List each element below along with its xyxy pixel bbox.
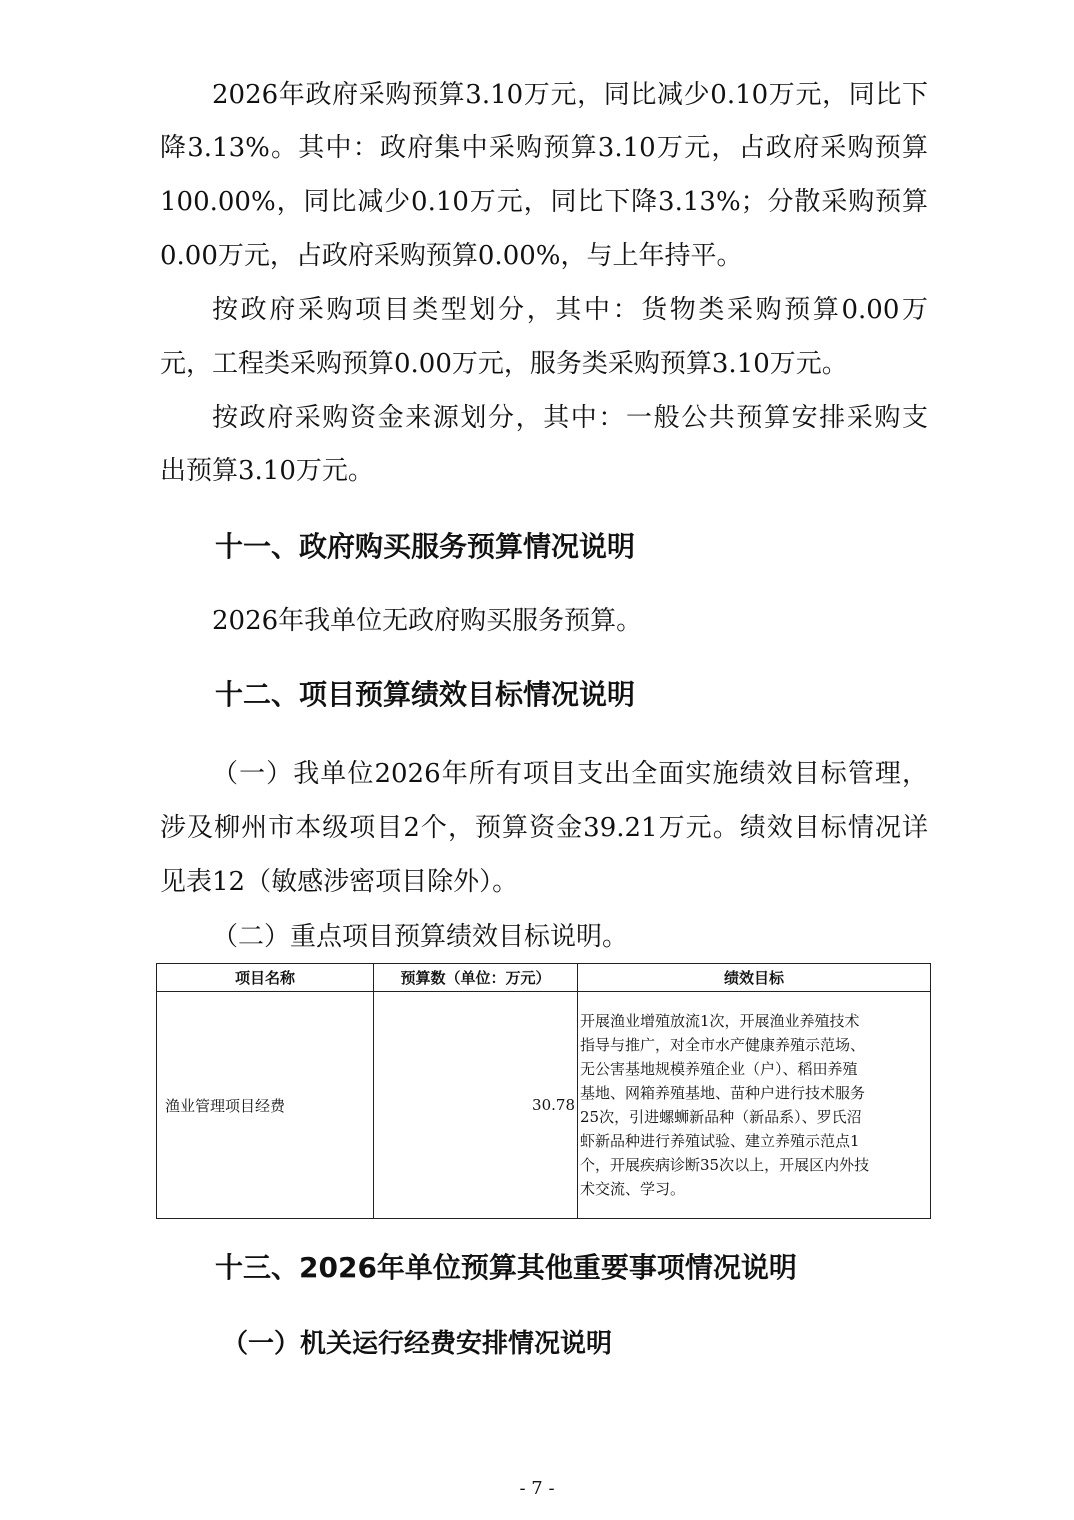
text-line: 元，工程类采购预算0.00万元，服务类采购预算3.10万元。 [160, 349, 848, 379]
text-line: 0.00万元，占政府采购预算0.00%，与上年持平。 [160, 241, 743, 271]
goal-line: 无公害基地规模养殖企业（户）、稻田养殖 [580, 1060, 858, 1078]
text-line: 降3.13%。其中：政府集中采购预算3.10万元，占政府采购预算 [160, 133, 928, 163]
page-number: - 7 - [519, 1478, 555, 1499]
text-line: 2026年我单位无政府购买服务预算。 [212, 606, 643, 636]
goal-line: 个，开展疾病诊断35次以上，开展区内外技 [580, 1156, 870, 1174]
text-line: 涉及柳州市本级项目2个，预算资金39.21万元。绩效目标情况详 [160, 813, 928, 843]
goal-line: 开展渔业增殖放流1次，开展渔业养殖技术 [580, 1012, 860, 1030]
text-line: 2026年政府采购预算3.10万元，同比减少0.10万元，同比下 [212, 80, 928, 110]
column-header: 项目名称 [157, 964, 374, 992]
text-line: （二）重点项目预算绩效目标说明。 [212, 922, 629, 952]
text-line: 按政府采购项目类型划分，其中：货物类采购预算0.00万 [212, 295, 928, 325]
goal-line: 指导与推广，对全市水产健康养殖示范场、 [580, 1036, 866, 1054]
performance-table [156, 963, 931, 1219]
text-line: 见表12（敏感涉密项目除外）。 [160, 867, 519, 897]
column-header: 绩效目标 [578, 964, 931, 992]
section-heading-12: 十二、项目预算绩效目标情况说明 [215, 678, 636, 711]
section-heading-11: 十一、政府购买服务预算情况说明 [215, 530, 636, 563]
amount-cell: 30.78 [374, 992, 578, 1219]
goal-cell [578, 992, 931, 1219]
goal-line: 术交流、学习。 [580, 1180, 686, 1198]
goal-line: 虾新品种进行养殖试验、建立养殖示范点1 [580, 1132, 860, 1150]
table-header-row [157, 964, 931, 992]
text-line: 按政府采购资金来源划分，其中：一般公共预算安排采购支 [212, 403, 928, 433]
project-name-cell: 渔业管理项目经费 [157, 992, 374, 1219]
text-line: 出预算3.10万元。 [160, 456, 374, 486]
text-line: （一）我单位2026年所有项目支出全面实施绩效目标管理， [212, 759, 928, 789]
text-line: 100.00%，同比减少0.10万元，同比下降3.13%；分散采购预算 [160, 187, 928, 217]
goal-line: 基地、网箱养殖基地、苗种户进行技术服务 [580, 1084, 866, 1102]
subsection-heading: （一）机关运行经费安排情况说明 [222, 1329, 613, 1359]
goal-line: 25次，引进螺蛳新品种（新品系）、罗氏沼 [580, 1108, 862, 1126]
table-row [157, 992, 931, 1219]
column-header: 预算数（单位：万元） [374, 964, 578, 992]
section-heading-13: 十三、2026年单位预算其他重要事项情况说明 [215, 1251, 797, 1284]
